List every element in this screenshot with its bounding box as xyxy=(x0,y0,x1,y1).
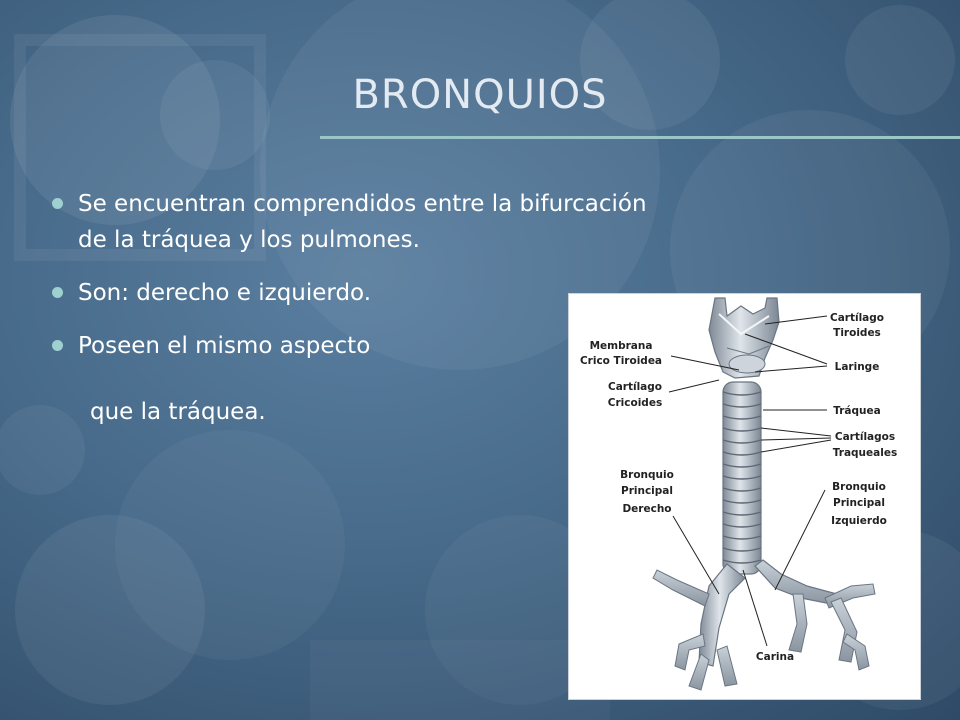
label-bronquio-izquierdo: Izquierdo xyxy=(831,515,887,527)
label-laringe: Laringe xyxy=(834,361,880,373)
label-cartilagos-traqueales: Traqueales xyxy=(832,447,898,459)
trachea-diagram xyxy=(569,294,920,699)
label-carina: Carina xyxy=(755,651,795,663)
bronchi-shape xyxy=(653,560,875,690)
label-membrana: Membrana xyxy=(589,340,653,352)
label-bronquio-derecho: Principal xyxy=(621,485,673,497)
label-bronquio-izquierdo: Principal xyxy=(833,497,885,509)
label-cartilago-tiroides: Cartílago xyxy=(829,312,885,324)
bullet-item: Se encuentran comprendidos entre la bifurcación de la tráquea y los pulmones. xyxy=(50,186,670,258)
label-bronquio-derecho: Bronquio xyxy=(620,469,674,481)
label-traquea: Tráquea xyxy=(833,405,881,417)
label-bronquio-derecho: Derecho xyxy=(622,503,672,515)
title-rule xyxy=(320,136,960,139)
label-cricoides: Cartílago xyxy=(607,381,663,393)
label-cricoides: Cricoides xyxy=(607,397,663,409)
label-membrana: Crico Tiroidea xyxy=(579,355,663,367)
bullet-item: Poseen el mismo aspecto xyxy=(50,328,670,364)
trachea-illustration xyxy=(568,293,921,700)
bullet-continuation: que la tráquea. xyxy=(90,399,266,425)
label-cartilagos-traqueales: Cartílagos xyxy=(834,431,896,443)
label-bronquio-izquierdo: Bronquio xyxy=(832,481,886,493)
trachea-shape xyxy=(723,382,761,574)
slide-title: BRONQUIOS xyxy=(352,72,608,118)
label-cartilago-tiroides: Tiroides xyxy=(833,327,881,339)
bullet-item: Son: derecho e izquierdo. xyxy=(50,275,670,311)
